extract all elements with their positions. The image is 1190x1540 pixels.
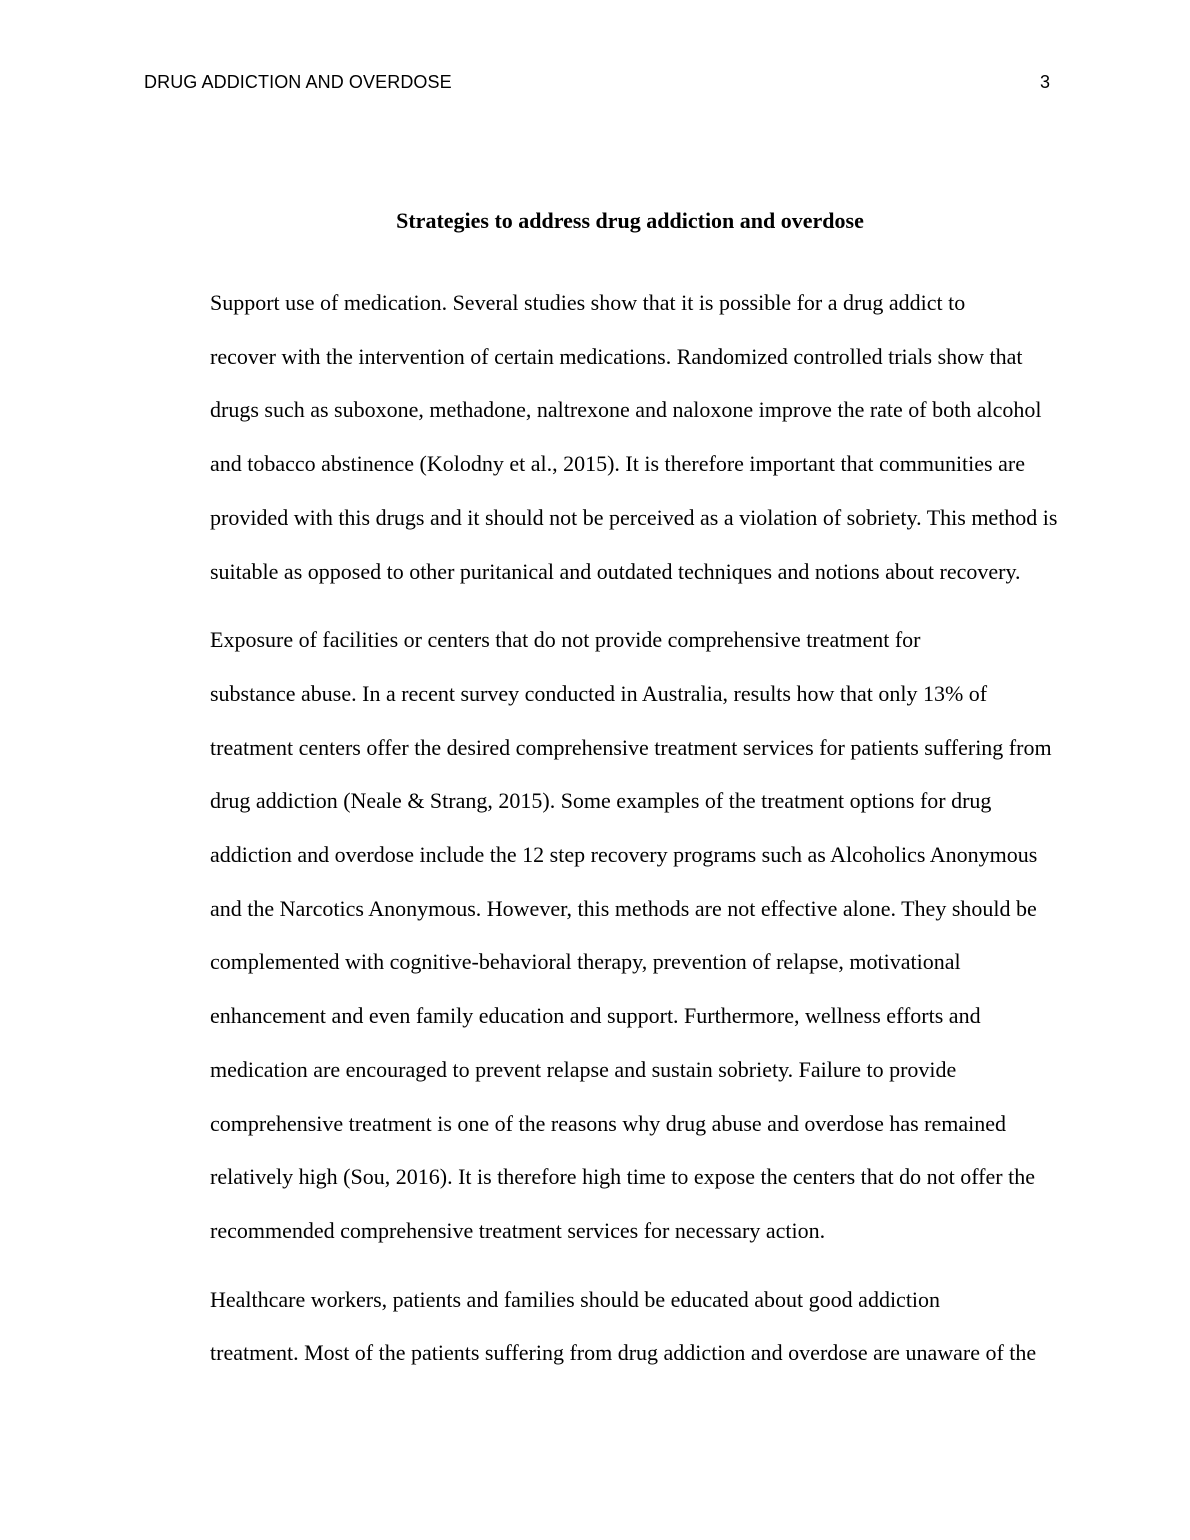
text-line: medication are encouraged to prevent relapse and sustain sobriety. Failure to provide [210,1056,957,1082]
text-line: enhancement and even family education and support. Furthermore, wellness efforts and [210,1003,981,1029]
section-title: Strategies to address drug addiction and overdose [396,208,864,233]
page-number: 3 [1039,72,1050,92]
text-line: and tobacco abstinence (Kolodny et al., 2015). It is therefore important that communities are [210,451,1025,477]
text-line: recover with the intervention of certain medications. Randomized controlled trials show that [210,343,1023,369]
text-line: addiction and overdose include the 12 step recovery programs such as Alcoholics Anonymous [210,842,1038,868]
text-line: provided with this drugs and it should not be perceived as a violation of sobriety. This method is [210,504,1058,530]
text-line: treatment centers offer the desired comprehensive treatment services for patients suffering from [210,734,1052,760]
text-line: substance abuse. In a recent survey conducted in Australia, results how that only 13% of [210,680,988,706]
paragraph-medication [140,276,1058,598]
text-line: drug addiction (Neale & Strang, 2015). Some examples of the treatment options for drug [210,788,992,814]
text-line: and the Narcotics Anonymous. However, this methods are not effective alone. They should be [210,895,1037,921]
text-line: Healthcare workers, patients and families should be educated about good addiction [210,1286,941,1312]
body-text [140,276,1058,1380]
text-line: suitable as opposed to other puritanical and outdated techniques and notions about recovery. [210,558,1021,584]
text-line: comprehensive treatment is one of the reasons why drug abuse and overdose has remained [210,1110,1007,1136]
text-line: drugs such as suboxone, methadone, naltrexone and naloxone improve the rate of both alcohol [210,397,1042,423]
text-line: complemented with cognitive-behavioral therapy, prevention of relapse, motivational [210,949,961,975]
text-line: recommended comprehensive treatment services for necessary action. [210,1217,826,1243]
running-head: DRUG ADDICTION AND OVERDOSE [144,72,452,92]
paragraph-education [140,1273,1052,1380]
text-line: Support use of medication. Several studies show that it is possible for a drug addict to [210,290,966,315]
text-line: Exposure of facilities or centers that do not provide comprehensive treatment for [210,627,921,653]
paragraph-exposure [140,613,1052,1257]
text-line: treatment. Most of the patients suffering from drug addiction and overdose are unaware of the [210,1340,1037,1366]
text-line: relatively high (Sou, 2016). It is therefore high time to expose the centers that do not offer the [210,1164,1035,1190]
